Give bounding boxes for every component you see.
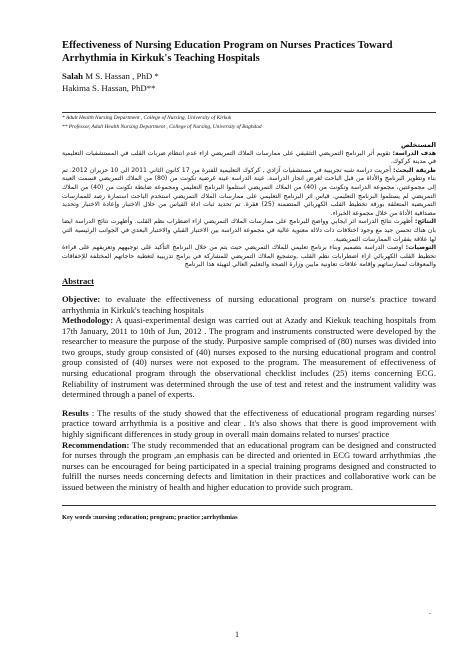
arabic-results	[62, 218, 436, 244]
arabic-method-text: أجريت دراسة شبه تجريبية في مستشفيات آزادي , كركوك التعليمية للفترة من 17 كانون الثاني 2011 الى 10 حزيران 2012. تم بناء وتطوير البرنامج والأداة من قبل الباحث لغرض انجاز الدراسة. عينة الدراسة عينة غرضية تكونت من (80) من الملاك التمريضي قسمت العينة إلى مجموعتين، مجموعة الدراسة وتكونت من (40) من الملاك التمريضي استلموا البرنامج التعليمي ومجموعة ضابطة تكونت من (40) من الملاك التمريضي لم يستلموا البرنامج التعليمي. قياس اثر البرنامج التعليمي على ممارسات الملاك التمريضي استخدم الباحث استمارة رصد للممارسات التمريضية المتعلقة بورقة تخطيط القلب الكهربائي المتضمنة (25) فقرة. تم تحديد ثبات اداة القياس من خلال الاختبار وإعادة الاختبار وتحديد مصداقية الأداة من خلال مجموعة الخبراء.	[62, 166, 437, 217]
paper-title: Effectiveness of Nursing Education Program on Nurses Practices Toward Arrhythmia in Kirkuk's Teaching Hospitals	[62, 40, 393, 64]
stray-dot: .	[429, 607, 431, 616]
footnote-1: * Adult Health Nursing Department , College of Nursing, University of Kirkuk	[62, 115, 232, 121]
author-2	[62, 83, 436, 95]
recommendation-text: The study recommended that an educational program can be designed and constructed for nurses through the program ,an emphasis can be directed and oriented in ECG toward arrhythmias ,the nurses can be encouraged for being participated in a special training programs designed and constructed to fulfill the nurses needs concerning defects and limitation in their practices and collaborative work can be issued between the ministry of health and higher education to provide such program.	[62, 439, 436, 492]
author-list	[62, 71, 436, 94]
keywords-rule	[62, 505, 436, 506]
arabic-objective-label: هدف الدراسة:	[392, 149, 436, 157]
author-1-rest: M S. Hassan , PhD *	[83, 71, 159, 81]
arabic-recommendations-text: اوصت الدراسة بتصميم وبناء برنامج تعليمي للملاك التمريضي حيث يتم من خلال البرنامج التأكيد على توجيههم وتعريفهم على قراءة تخطيط القلب الكهربائي ازاء اضطرابات نظم القلب ,وتشجيع الملاك التمريضي للمشاركة في برامج تدريبية لتغطية حاجاتهم المختلفة للإخفاقات والمعوقات لممارساتهم وإقامة علاقات تعاونية مابين وزارة الصحة والتعليم العالي لتهيئة هذا البرنامج	[62, 244, 436, 269]
abstract-heading: Abstract	[62, 275, 94, 286]
arabic-method	[62, 167, 436, 219]
author-2-rest: Hakima S. Hassan, PhD**	[62, 82, 156, 93]
methodology-label: Methodology:	[62, 315, 114, 326]
arabic-results-label: النتائج:	[414, 218, 436, 226]
page-number: 1	[235, 630, 239, 639]
recommendation-label: Recommendation:	[62, 439, 130, 450]
recommendation-paragraph	[62, 440, 436, 493]
keywords: Key words :nursing ;education; program; practice ;arrhythmias	[62, 513, 238, 521]
footnote-rule	[62, 112, 436, 113]
footnote-2: ** Professor, Adult Health Nursing Department , College of Nursing, University of Baghdad	[62, 124, 262, 130]
arabic-objective-text: تقويم أثر البرنامج التمريضي التثقيفي على ممارسات الملاك التمريضي ازاء عدم انتظام ضربات القلب في المستشفيات التعليمية في مدينة كركوك.	[62, 149, 436, 166]
author-1	[62, 71, 436, 83]
arabic-method-label: طريقة البحث:	[393, 166, 436, 174]
methodology-paragraph	[62, 315, 436, 400]
results-text: : The results of the study showed that the effectiveness of educational program regarding nurses' practice toward arrhythmia is a positive and clear . It's also shows that there is good improvement with highly significant differences in study group in overall main domains related to nurses' practice	[62, 407, 436, 440]
author-1-first-name: Salah	[62, 71, 84, 81]
arabic-recommendations-label: التوصيات:	[405, 244, 436, 252]
results-label: Results	[62, 407, 89, 418]
arabic-abstract	[62, 141, 436, 270]
arabic-recommendations	[62, 244, 436, 270]
objective-label: Objective:	[62, 293, 101, 304]
arabic-results-text: أظهرت نتائج الدراسة اثر ايجابي وواضح للبرنامج على ممارسات الملاك التمريضي ازاء اضطراب نظم القلب. وأظهرت نتائج الدراسة ايضا بان هناك تحسن جيد مع وجود اختلافات ذات دلالة معنوية عالية في مجموعة الدراسة بين الاختبار القبلي والاختبار البعدي في الجوانب الرئيسية التي لها علاقة بفقرات الممارسات التمريضية.	[62, 218, 436, 243]
paper-page	[62, 40, 436, 521]
results-paragraph	[62, 408, 436, 440]
objective-text: to evaluate the effectiveness of nursing educational program on nurse's practice toward arrhythmia in Kirkuk's teaching hospitals	[62, 293, 436, 315]
methodology-text: A quasi-experimental design was carried out at Azady and Kiekuk teaching hospitals from 17th January, 2011 to 10th of Jun, 2012 . The program and instruments constructed were developed by the researcher to measure the purpose of the study. Purposive sample comprised of (80) nurses was divided into two groups, study group consisted of (40) nurses exposed to the nursing educational program and control group consisted of (40) nurses were not exposed to the program. The measurement of effectiveness of nursing educational program through the observational checklist includes (25) items concerning ECG. Reliability of instrument was determined through the use of test and retest and the instrument validity was determined through a panel of experts.	[62, 315, 436, 400]
arabic-objective	[62, 150, 436, 167]
objective-paragraph	[62, 294, 436, 315]
arabic-heading: المستخلص	[401, 141, 436, 149]
